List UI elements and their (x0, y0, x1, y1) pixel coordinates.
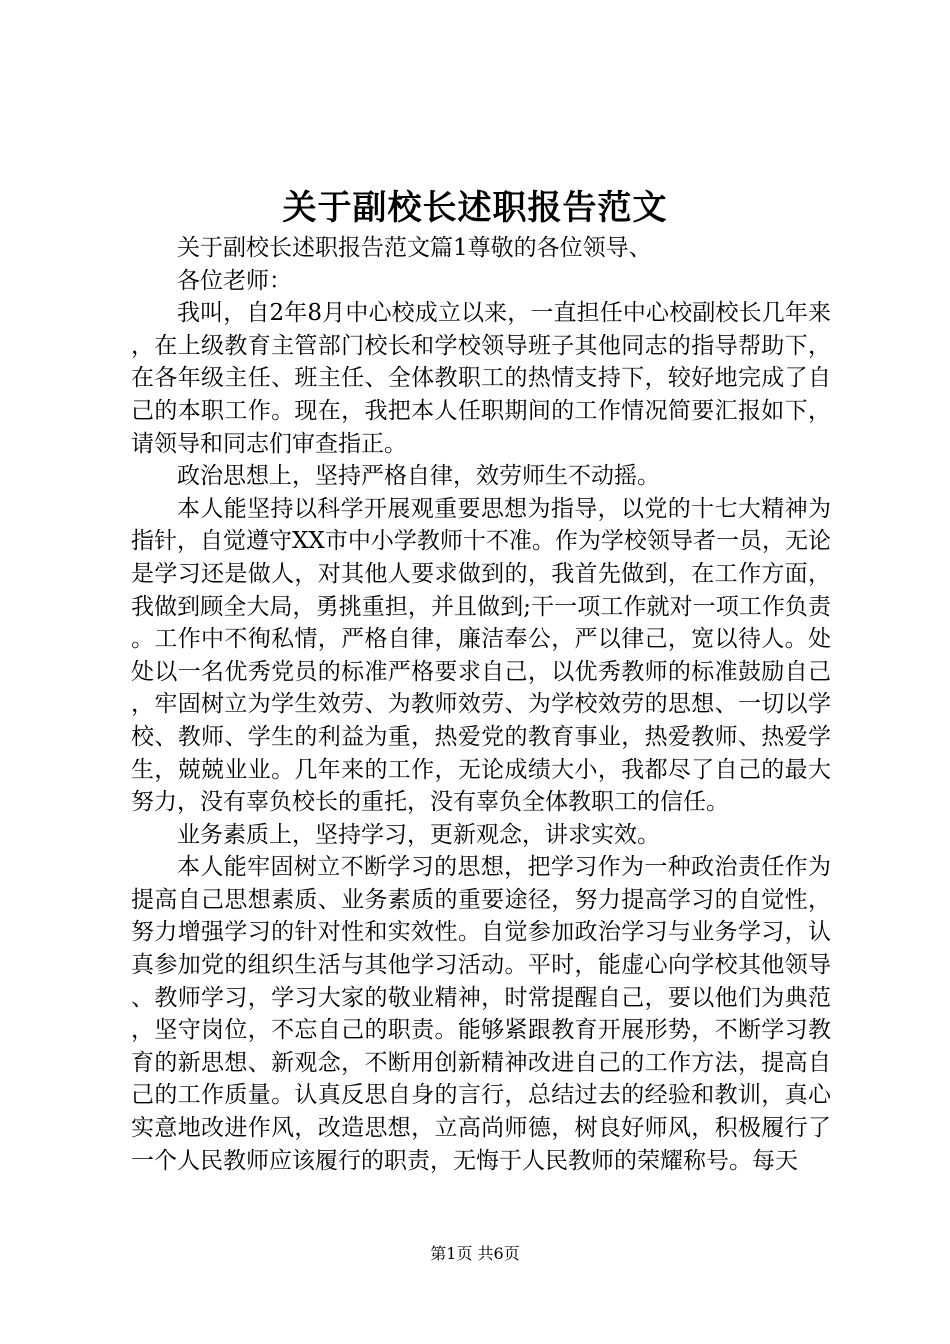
document-title: 关于副校长述职报告范文 (282, 188, 668, 228)
document-body (131, 232, 831, 1177)
paragraph: 关于副校长述职报告范文篇1尊敬的各位领导、 (177, 235, 652, 261)
paragraph: 我叫，自2年8月中心校成立以来，一直担任中心校副校长几年来，在上级教育主管部门校长和学校领导班子其他同志的指导帮助下，在各年级主任、班主任、全体教职工的热情支持下，较好地完成了自己的本职工作。现在，我把本人任职期间的工作情况简要汇报如下，请领导和同志们审查指正。 (131, 300, 831, 457)
page-number: 第1页 共6页 (430, 1244, 520, 1263)
paragraph: 本人能牢固树立不断学习的思想，把学习作为一种政治责任作为提高自己思想素质、业务素质的重要途径，努力提高学习的自觉性，努力增强学习的针对性和实效性。自觉参加政治学习与业务学习，认真参加党的组织生活与其他学习活动。平时，能虚心向学校其他领导、教师学习，学习大家的敬业精神，时常提醒自己，要以他们为典范，坚守岗位，不忘自己的职责。能够紧跟教育开展形势，不断学习教育的新思想、新观念，不断用创新精神改进自己的工作方法，提高自己的工作质量。认真反思自身的言行，总结过去的经验和教训，真心实意地改进作风，改造思想，立高尚师德，树良好师风，积极履行了一个人民教师应该履行的职责，无悔于人民教师的荣耀称号。每天 (131, 854, 831, 1174)
paragraph: 业务素质上，坚持学习，更新观念，讲求实效。 (177, 821, 660, 848)
paragraph: 本人能坚持以科学开展观重要思想为指导，以党的十七大精神为指针，自觉遵守XX市中小学教师十不准。作为学校领导者一员，无论是学习还是做人，对其他人要求做到的，我首先做到，在工作方面，我做到顾全大局，勇挑重担，并且做到;干一项工作就对一项工作负责。工作中不徇私情，严格自律，廉洁奉公，严以律己，宽以待人。处处以一名优秀党员的标准严格要求自己，以优秀教师的标准鼓励自己，牢固树立为学生效劳、为教师效劳、为学校效劳的思想、一切以学校、教师、学生的利益为重，热爱党的教育事业，热爱教师、热爱学生，兢兢业业。几年来的工作，无论成绩大小，我都尽了自己的最大努力，没有辜负校长的重托，没有辜负全体教职工的信任。 (131, 495, 831, 816)
paragraph: 各位老师： (177, 267, 292, 294)
paragraph: 政治思想上，坚持严格自律，效劳师生不动摇。 (177, 463, 660, 490)
